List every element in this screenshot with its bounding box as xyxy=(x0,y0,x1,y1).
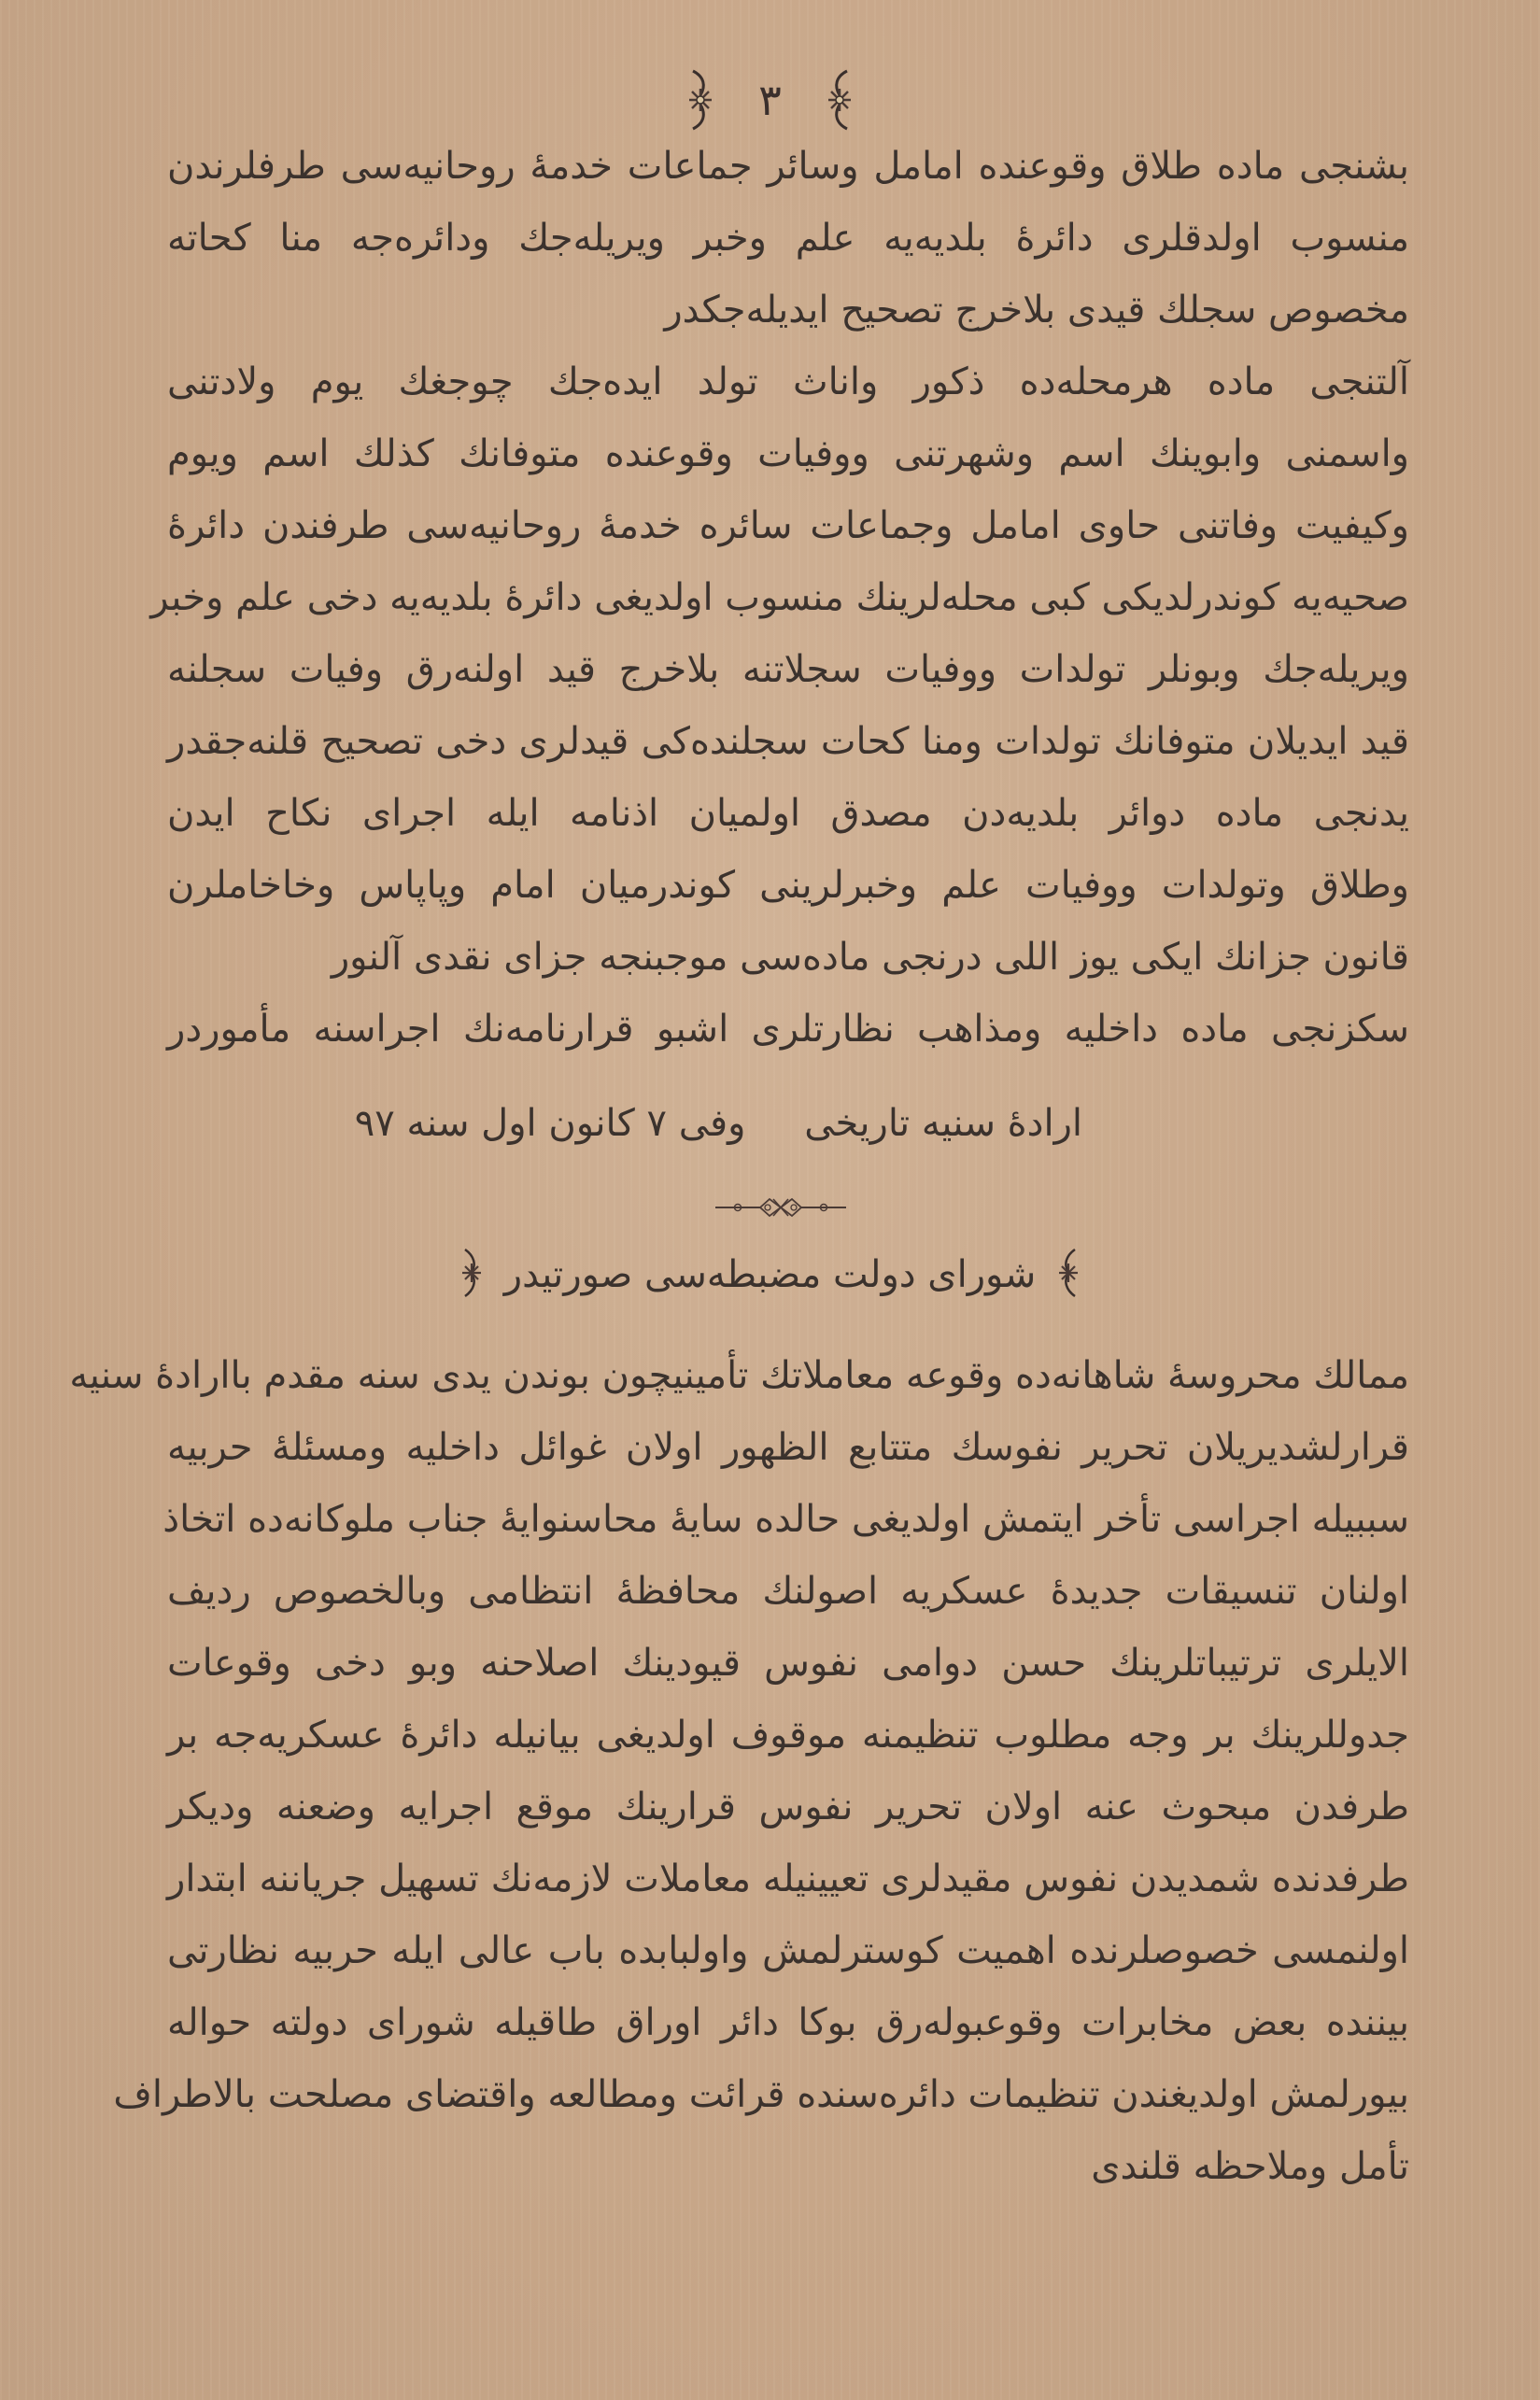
text-line: وكیفیت وفاتنی حاوی امامل وجماعات سائره خدمهٔ روحانیه‌سی طرفندن دائرهٔ xyxy=(167,504,1409,547)
section-articles xyxy=(150,131,1409,1066)
text-line: بیننده بعض مخابرات وقوعبوله‌رق بوكا دائر اوراق طاقیله شورای دولته حواله xyxy=(167,2001,1409,2044)
text-line: یدنجی ماده دوائر بلدیه‌دن مصدق اولمیان اذنامه ایله اجرای نكاح ایدن xyxy=(167,792,1409,835)
text-line: مخصوص سجلك قیدی بلاخرج تصحیح ایدیله‌جكدر xyxy=(664,289,1409,332)
text-line: بشنجی ماده طلاق وقوعنده امامل وسائر جماعات خدمهٔ روحانیه‌سی طرفلرندن xyxy=(167,145,1409,188)
star-ornament-icon xyxy=(1053,1247,1084,1303)
text-line: منسوب اولدقلری دائرهٔ بلدیه‌یه علم وخبر ویریله‌جك ودائره‌جه منا كحاته xyxy=(167,217,1409,260)
text-line: قرارلشدیریلان تحریر نفوسك متتابع الظهور اولان غوائل داخلیه ومسئلهٔ حربیه xyxy=(167,1426,1409,1469)
decree-date: وفی ٧ كانون اول سنه ٩٧ xyxy=(354,1102,746,1145)
text-line: واسمنی وابوینك اسم وشهرتنی ووفیات وقوعنده متوفانك كذلك اسم ویوم xyxy=(167,432,1409,475)
text-line: تأمل وملاحظه قلندی xyxy=(1091,2145,1409,2188)
irade-label: ارادهٔ سنیه تاریخی xyxy=(804,1102,1082,1145)
text-line: طرفدنده شمدیدن نفوس مقیدلری تعیینیله معاملات لازمه‌نك تسهیل جریاننه ابتدار xyxy=(167,1857,1409,1900)
text-line: اولنان تنسیقات جدیدهٔ عسكریه اصولنك محافظهٔ انتظامی وبالخصوص ردیف xyxy=(167,1570,1409,1613)
text-line: سببیله اجراسی تأخر ایتمش اولدیغی حالده سایهٔ محاسنوایهٔ جناب ملوكانه‌ده اتخاذ xyxy=(162,1498,1409,1541)
ornamental-divider-icon xyxy=(715,1193,846,1221)
text-line: اولنمسی خصوصلرنده اهمیت كوسترلمش واولبابده باب عالی ایله حربیه نظارتی xyxy=(167,1929,1409,1972)
text-line: قید ایدیلان متوفانك تولدات ومنا كحات سجلنده‌كی قیدلری دخی تصحیح قلنه‌جقدر xyxy=(167,720,1409,763)
text-line: قانون جزانك ایكی یوز اللی درنجی ماده‌سی موجبنجه جزای نقدی آلنور xyxy=(331,936,1409,979)
section-council-report xyxy=(69,1340,1409,2203)
decree-date-line xyxy=(308,1102,1082,1145)
text-line: ویریله‌جك وبونلر تولدات ووفیات سجلاتنه بلاخرج قید اولنه‌رق وفیات سجلنه xyxy=(167,648,1409,691)
text-line: بیورلمش اولدیغندن تنظیمات دائره‌سنده قرائت ومطالعه واقتضای مصلحت بالاطراف xyxy=(113,2073,1409,2116)
text-line: آلتنجی ماده هرمحله‌ده ذكور واناث تولد ایده‌جك چوجغك یوم ولادتنی xyxy=(167,360,1409,403)
star-bracket-ornament-icon xyxy=(819,67,860,133)
section-heading xyxy=(0,1247,1540,1303)
page-number: ٣ xyxy=(758,75,782,125)
star-ornament-icon xyxy=(456,1247,487,1303)
text-line: ممالك محروسهٔ شاهانه‌ده وقوعه معاملاتك تأمینیچون بوندن یدی سنه مقدم باارادهٔ سنیه xyxy=(69,1354,1409,1397)
text-line: الایلری ترتیباتلرینك حسن دوامی نفوس قیودینك اصلاحنه وبو دخی وقوعات xyxy=(167,1642,1409,1685)
text-line: سكزنجی ماده داخلیه ومذاهب نظارتلری اشبو قرارنامه‌نك اجراسنه مأموردر xyxy=(167,1008,1409,1051)
page-header xyxy=(0,67,1540,133)
text-line: صحیه‌یه كوندرلدیكی كبی محله‌لرینك منسوب اولدیغی دائرهٔ بلدیه‌یه دخی علم وخبر xyxy=(150,576,1409,619)
text-line: جدوللرینك بر وجه مطلوب تنظیمنه موقوف اولدیغی بیانیله دائرهٔ عسكریه‌جه بر xyxy=(167,1714,1409,1757)
text-line: طرفدن مبحوث عنه اولان تحریر نفوس قرارینك موقع اجرایه وضعنه ودیكر xyxy=(167,1786,1409,1828)
star-bracket-ornament-icon xyxy=(680,67,721,133)
section-title-text: شورای دولت مضبطه‌سی صورتیدر xyxy=(503,1253,1037,1296)
text-line: وطلاق وتولدات ووفیات علم وخبرلرینی كوندرمیان امام وپاپاس وخاخاملرن xyxy=(167,864,1409,907)
